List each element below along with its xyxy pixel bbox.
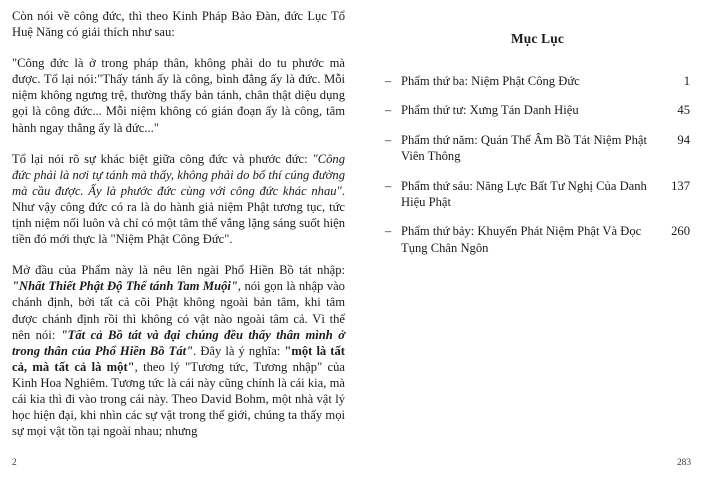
text-run: Còn nói về công đức, thì theo Kinh Pháp Bảo Đàn, đức Lục Tổ Huệ Năng có giải thích như sau: <box>12 9 345 40</box>
toc-entry[interactable] <box>385 102 690 118</box>
text-run: "Công đức là ở trong pháp thân, không phải do tu phước mà được. Tổ lại nói:"Thấy tánh ấy là công, bình đẳng ấy là đức. Mỗi niệm không ngưng trệ, thường thấy bản tánh, chân thật diệu dụng gọi là công đức... Mỗi niệm không có gián đoạn ấy là công, tâm hành ngay thẳng ấy là đức..." <box>12 56 345 135</box>
toc-entry-page-number: 137 <box>671 178 690 193</box>
emphasized-text-run: "Công đức phải là nơi tự tánh mà thấy, không phải do bố thí cúng đường mà cầu được. Ấy là phước đức cùng với công đức khác nhau" <box>12 151 345 198</box>
toc-bullet-dash-icon: – <box>385 132 392 147</box>
toc-entry-page-number: 1 <box>683 74 690 88</box>
toc-bullet-dash-icon: – <box>385 74 392 88</box>
right-page <box>355 0 711 480</box>
toc-bullet-dash-icon: – <box>385 178 392 193</box>
emphasized-text-run: "Nhất Thiết Phật Độ Thể tánh Tam Muội" <box>12 279 238 294</box>
page-number-right: 283 <box>676 458 691 468</box>
toc-entry[interactable] <box>385 223 690 256</box>
toc-entry-page-number: 260 <box>671 224 690 239</box>
text-run: Tổ lại nói rõ sự khác biệt giữa công đức và phước đức: <box>12 151 313 166</box>
toc-entry-label: Phẩm thứ tư: Xưng Tán Danh Hiệu <box>401 103 579 118</box>
emphasized-text-run: "Tất cả Bồ tát và đại chúng đều thấy thân mình ở trong thân của Phổ Hiền Bồ Tát" <box>12 327 346 358</box>
paragraph <box>12 55 345 135</box>
toc-bullet-dash-icon: – <box>385 224 392 239</box>
toc-entry-label: Phẩm thứ năm: Quán Thế Âm Bồ Tát Niệm Phật Viên Thông <box>401 132 647 164</box>
left-page <box>0 0 355 480</box>
toc-bullet-dash-icon: – <box>385 103 392 118</box>
text-run: . Đây là ý nghĩa: <box>193 343 285 358</box>
toc-entry[interactable] <box>385 178 690 211</box>
toc-entry[interactable] <box>385 73 690 89</box>
text-run: , theo lý "Tương tức, Tương nhập" của Kinh Hoa Nghiêm. Tương tức là cái này cũng chính là cái kia, mà cái kia thì đi vào trong cái này. Theo David Bohm, một nhà vật lý học hiện đại, khi nhìn các sự vật trong thế giới, chúng ta thấy mọi sự mọi vật tồn tại ngoài nhau; nhưng <box>12 359 345 439</box>
paragraph <box>12 262 345 439</box>
text-run: Mở đầu của Phẩm này là nêu lên ngài Phổ Hiền Bồ tát nhập: <box>12 263 345 278</box>
paragraph <box>12 8 345 40</box>
body-text-column <box>12 8 345 439</box>
text-run: , nói gọn là nhập vào chánh định, bởi tất cả cõi Phật không ngoài bản tâm, khi tâm được chánh định rồi thì không có vật nào ngoài tâm cả. Vì thế nên nói: <box>12 279 345 342</box>
text-run: . Như vậy công đức có ra là do hành giả niệm Phật tương tục, tức tịnh niệm nối luôn và chỉ có một tâm thể vắng lặng sáng suốt hiện tiền đó mới thực là "Niệm Phật Công Đức". <box>12 183 345 247</box>
toc-entry[interactable] <box>385 132 690 165</box>
toc-entry-label: Phẩm thứ ba: Niệm Phật Công Đức <box>401 74 580 88</box>
paragraph <box>12 151 345 248</box>
table-of-contents-list <box>385 73 690 256</box>
emphasized-text-run: "một là tất cả, mà tất cả là một" <box>12 343 345 374</box>
toc-entry-label: Phẩm thứ bảy: Khuyến Phát Niệm Phật Và Đọc Tụng Chân Ngôn <box>401 224 642 255</box>
toc-entry-page-number: 45 <box>677 103 690 118</box>
page-number-left: 2 <box>12 458 17 468</box>
toc-entry-label: Phẩm thứ sáu: Năng Lực Bất Tư Nghị Của Danh Hiệu Phật <box>401 178 647 210</box>
table-of-contents-title: Mục Lục <box>510 31 565 46</box>
toc-entry-page-number: 94 <box>677 132 690 147</box>
